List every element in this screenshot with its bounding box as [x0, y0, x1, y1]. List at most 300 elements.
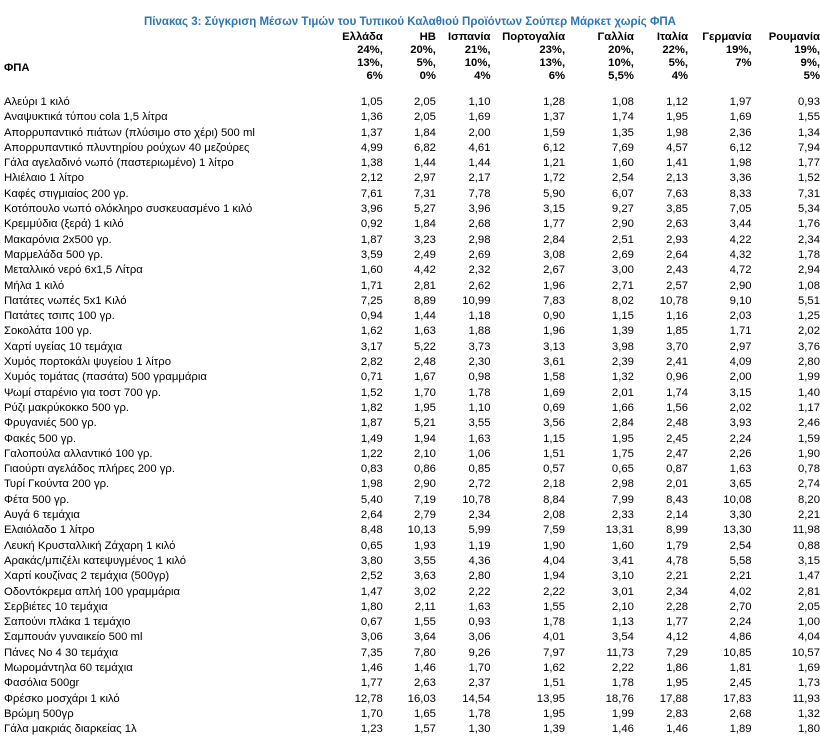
price-cell: 1,97	[729, 96, 752, 108]
price-cell: 1,87	[360, 417, 383, 430]
table-body	[4, 95, 820, 737]
price-cell: 2,33	[611, 509, 634, 522]
price-cell: 17,83	[723, 692, 752, 705]
price-cell: 1,57	[413, 723, 436, 736]
price-cell: 0,93	[468, 616, 491, 629]
price-cell: 1,44	[413, 310, 436, 323]
price-cell: 14,54	[462, 692, 491, 705]
price-cell: 1,78	[468, 386, 491, 399]
vat-rate: 22%,	[662, 44, 689, 56]
price-cell: 7,83	[543, 294, 566, 307]
table-row	[4, 416, 820, 431]
price-cell: 4,86	[729, 631, 752, 644]
price-cell: 1,71	[360, 279, 383, 292]
price-cell: 1,95	[543, 707, 566, 720]
price-cell: 2,02	[798, 325, 820, 338]
price-cell: 3,55	[468, 417, 491, 430]
price-cell: 8,99	[666, 524, 689, 537]
price-cell: 4,99	[360, 141, 383, 154]
vat-rate: 13%,	[357, 57, 383, 69]
price-cell: 2,34	[798, 233, 820, 246]
price-cell: 1,41	[666, 157, 689, 170]
product-name: Απορρυπαντικό πλυντηρίου ρούχων 40 μεζούρες	[4, 141, 250, 154]
price-cell: 0,90	[543, 310, 566, 323]
price-cell: 8,20	[798, 493, 820, 506]
price-cell: 2,02	[729, 401, 752, 414]
price-cell: 1,77	[360, 677, 383, 690]
price-cell: 1,05	[360, 96, 383, 108]
price-cell: 2,54	[611, 172, 634, 185]
country-header	[383, 31, 436, 95]
product-name: Σοκολάτα 100 γρ.	[4, 325, 93, 338]
price-cell: 1,52	[360, 386, 383, 399]
price-cell: 2,79	[413, 509, 436, 522]
price-cell: 9,27	[611, 203, 634, 216]
price-cell: 3,01	[611, 585, 634, 598]
price-cell: 1,55	[543, 600, 566, 613]
price-cell: 1,70	[413, 386, 436, 399]
price-cell: 9,26	[468, 646, 491, 659]
price-cell: 13,31	[605, 524, 634, 537]
price-cell: 4,22	[729, 233, 752, 246]
vat-rate: 20%,	[410, 44, 436, 56]
price-cell: 3,56	[543, 417, 566, 430]
product-name: Χυμός τομάτας (πασάτα) 500 γραμμάρια	[4, 371, 207, 384]
price-cell: 1,40	[798, 386, 820, 399]
table-row	[4, 202, 820, 217]
price-cell: 1,94	[543, 570, 566, 583]
price-cell: 5,90	[543, 187, 566, 200]
price-cell: 1,96	[543, 279, 566, 292]
price-cell: 1,63	[413, 325, 436, 338]
price-cell: 1,69	[729, 111, 752, 124]
price-cell: 3,15	[798, 554, 820, 567]
country-header	[565, 31, 634, 95]
price-cell: 5,99	[468, 524, 491, 537]
price-cell: 2,00	[468, 126, 491, 139]
product-name: Φρυγανιές 500 γρ.	[4, 417, 97, 430]
country-name: Ισπανία	[447, 31, 491, 43]
table-row	[4, 217, 820, 232]
vat-rate: 19%,	[794, 44, 820, 56]
price-cell: 2,13	[666, 172, 689, 185]
price-cell: 0,94	[360, 310, 383, 323]
price-cell: 3,36	[729, 172, 752, 185]
product-name: Φακές 500 γρ.	[4, 432, 77, 445]
country-name: Γερμανία	[702, 31, 752, 43]
price-cell: 1,38	[360, 157, 383, 170]
vat-rate: 5%,	[416, 57, 436, 69]
price-cell: 2,41	[666, 356, 689, 369]
price-cell: 3,17	[360, 340, 383, 353]
price-cell: 2,46	[798, 417, 820, 430]
price-cell: 1,55	[798, 111, 820, 124]
price-cell: 3,96	[360, 203, 383, 216]
price-cell: 0,92	[360, 218, 383, 231]
price-cell: 2,94	[798, 264, 820, 277]
price-cell: 1,81	[729, 661, 752, 674]
country-header	[491, 31, 566, 95]
price-cell: 1,77	[666, 616, 689, 629]
price-cell: 7,97	[543, 646, 566, 659]
price-cell: 3,44	[729, 218, 752, 231]
price-cell: 0,88	[798, 539, 820, 552]
price-cell: 2,90	[729, 279, 752, 292]
price-cell: 1,85	[666, 325, 689, 338]
vat-rate: 24%,	[357, 44, 383, 56]
price-cell: 2,26	[729, 447, 752, 460]
price-cell: 2,14	[666, 509, 689, 522]
price-cell: 1,15	[543, 432, 566, 445]
table-row	[4, 340, 820, 355]
price-cell: 2,67	[543, 264, 566, 277]
table-row	[4, 722, 820, 737]
price-cell: 2,72	[468, 478, 491, 491]
price-cell: 1,88	[468, 325, 491, 338]
price-cell: 6,12	[543, 141, 566, 154]
price-cell: 1,39	[543, 723, 566, 736]
price-cell: 2,80	[468, 570, 491, 583]
product-name: Κοτόπουλο νωπό ολόκληρο συσκευασμένο 1 κιλό	[4, 203, 253, 216]
price-cell: 2,90	[413, 478, 436, 491]
price-cell: 11,98	[792, 524, 820, 537]
price-cell: 7,19	[413, 493, 436, 506]
price-cell: 3,93	[729, 417, 752, 430]
price-cell: 7,94	[798, 141, 820, 154]
product-name: Λευκή Κρυσταλλική Ζάχαρη 1 κιλό	[4, 539, 176, 552]
price-cell: 1,65	[413, 707, 436, 720]
price-cell: 1,18	[468, 310, 491, 323]
price-cell: 2,03	[729, 310, 752, 323]
price-cell: 4,04	[798, 631, 820, 644]
price-cell: 2,68	[468, 218, 491, 231]
price-cell: 8,84	[543, 493, 566, 506]
price-cell: 2,82	[360, 356, 383, 369]
price-cell: 3,41	[611, 554, 634, 567]
price-cell: 2,63	[413, 677, 436, 690]
product-name: Απορρυπαντικό πιάτων (πλύσιμο στο χέρι) 500 ml	[4, 126, 255, 139]
country-name: Γαλλία	[597, 31, 634, 43]
price-cell: 10,78	[659, 294, 689, 307]
price-cell: 10,13	[407, 524, 436, 537]
vat-rate	[688, 70, 751, 83]
price-cell: 2,52	[360, 570, 383, 583]
price-cell: 7,31	[413, 187, 436, 200]
table-row	[4, 661, 820, 676]
price-cell: 3,02	[413, 585, 436, 598]
price-cell: 7,29	[666, 646, 689, 659]
table-row	[4, 386, 820, 401]
vat-rate: 9%,	[800, 57, 820, 69]
price-cell: 2,51	[611, 233, 634, 246]
product-name: Καφές στιγμιαίος 200 γρ.	[4, 187, 129, 200]
table-row	[4, 248, 820, 263]
price-cell: 0,96	[666, 371, 689, 384]
price-cell: 2,12	[360, 172, 383, 185]
price-cell: 2,93	[666, 233, 689, 246]
table-row	[4, 141, 820, 156]
product-name: Σαμπουάν γυναικείο 500 ml	[4, 631, 143, 644]
price-cell: 2,32	[468, 264, 491, 277]
price-cell: 4,42	[413, 264, 436, 277]
price-cell: 1,69	[798, 661, 820, 674]
price-cell: 1,80	[360, 600, 383, 613]
price-cell: 1,73	[798, 677, 820, 690]
price-cell: 2,48	[413, 356, 436, 369]
price-cell: 0,86	[413, 463, 436, 476]
price-cell: 1,66	[611, 401, 634, 414]
price-cell: 1,94	[413, 432, 436, 445]
vat-rate: 5%	[803, 70, 820, 82]
table-row	[4, 156, 820, 171]
price-cell: 7,61	[360, 187, 383, 200]
table-row	[4, 95, 820, 110]
country-header	[314, 31, 383, 95]
price-cell: 0,78	[798, 463, 820, 476]
price-cell: 0,83	[360, 463, 383, 476]
price-cell: 2,57	[666, 279, 689, 292]
price-cell: 1,95	[666, 677, 689, 690]
price-cell: 3,10	[611, 570, 634, 583]
product-name: Μήλα 1 κιλό	[4, 279, 65, 292]
price-cell: 8,89	[413, 294, 436, 307]
price-cell: 2,90	[611, 218, 634, 231]
table-row	[4, 477, 820, 492]
product-name: Γάλα μακριάς διαρκείας 1λ	[4, 723, 137, 736]
product-name: Ηλιέλαιο 1 λίτρο	[4, 172, 85, 185]
price-cell: 3,98	[611, 340, 634, 353]
product-name: Οδοντόκρεμα απλή 100 γραμμάρια	[4, 585, 181, 598]
vat-rate: 20%,	[608, 44, 634, 56]
price-cell: 13,30	[723, 524, 752, 537]
price-cell: 2,22	[468, 585, 491, 598]
vat-rate: 4%	[474, 70, 491, 82]
price-cell: 3,00	[611, 264, 634, 277]
price-cell: 2,71	[611, 279, 634, 292]
price-cell: 16,03	[407, 692, 436, 705]
price-cell: 2,69	[611, 248, 634, 261]
price-cell: 2,28	[666, 600, 689, 613]
price-cell: 1,55	[413, 616, 436, 629]
price-cell: 0,65	[360, 539, 383, 552]
vat-rate: 13%,	[539, 57, 566, 69]
price-cell: 2,84	[543, 233, 566, 246]
price-cell: 8,33	[729, 187, 752, 200]
price-cell: 1,69	[468, 111, 491, 124]
price-cell: 1,10	[468, 96, 491, 108]
price-cell: 1,16	[666, 310, 689, 323]
table-row	[4, 279, 820, 294]
price-cell: 1,15	[611, 310, 634, 323]
product-name: Ψωμί σταρένιο για τοστ 700 γρ.	[4, 386, 162, 399]
price-cell: 1,96	[543, 325, 566, 338]
price-cell: 1,62	[360, 325, 383, 338]
table-row	[4, 233, 820, 248]
price-cell: 8,02	[611, 294, 634, 307]
header-row	[4, 31, 820, 95]
vat-rate: 19%,	[725, 44, 752, 56]
price-cell: 7,05	[729, 203, 752, 216]
price-comparison-table	[4, 31, 820, 737]
product-name: Μωρομάντηλα 60 τεμάχια	[4, 661, 133, 674]
price-cell: 1,32	[611, 371, 634, 384]
price-cell: 1,95	[611, 432, 634, 445]
price-cell: 2,54	[729, 539, 752, 552]
price-cell: 1,08	[611, 96, 634, 108]
price-cell: 17,88	[659, 692, 689, 705]
price-cell: 2,36	[729, 126, 752, 139]
price-cell: 3,64	[413, 631, 436, 644]
price-cell: 4,12	[666, 631, 689, 644]
price-cell: 2,84	[611, 417, 634, 430]
table-row	[4, 539, 820, 554]
price-cell: 1,70	[468, 661, 491, 674]
price-cell: 0,93	[798, 96, 820, 108]
price-cell: 1,39	[611, 325, 634, 338]
table-row	[4, 569, 820, 584]
price-cell: 2,34	[468, 509, 491, 522]
product-name: Φρέσκο μοσχάρι 1 κιλό	[4, 692, 120, 705]
price-cell: 2,21	[798, 509, 820, 522]
country-header	[634, 31, 688, 95]
price-cell: 1,75	[611, 447, 634, 460]
price-cell: 1,63	[468, 432, 491, 445]
price-cell: 1,51	[543, 447, 566, 460]
price-cell: 1,37	[360, 126, 383, 139]
price-cell: 0,57	[543, 463, 566, 476]
price-cell: 3,06	[360, 631, 383, 644]
price-cell: 1,87	[360, 233, 383, 246]
price-cell: 5,27	[413, 203, 436, 216]
price-cell: 0,85	[468, 463, 491, 476]
table-title: Πίνακας 3: Σύγκριση Μέσων Τιμών του Τυπικού Καλαθιού Προϊόντων Σούπερ Μάρκετ χωρίς ΦΠΑ	[143, 16, 676, 28]
price-cell: 2,10	[413, 447, 436, 460]
price-cell: 18,76	[605, 692, 634, 705]
price-cell: 3,15	[543, 203, 566, 216]
price-cell: 2,47	[666, 447, 689, 460]
vat-rate: 4%	[671, 70, 689, 82]
price-cell: 6,07	[611, 187, 634, 200]
price-cell: 2,05	[798, 600, 820, 613]
price-cell: 4,78	[666, 554, 689, 567]
price-cell: 2,18	[543, 478, 566, 491]
price-cell: 1,10	[468, 401, 491, 414]
price-cell: 1,59	[798, 432, 820, 445]
price-cell: 1,19	[468, 539, 491, 552]
price-cell: 4,36	[468, 554, 491, 567]
price-cell: 1,46	[360, 661, 383, 674]
table-row	[4, 324, 820, 339]
price-cell: 1,71	[729, 325, 752, 338]
price-cell: 1,59	[543, 126, 566, 139]
price-cell: 2,22	[611, 661, 634, 674]
product-name: Ελαιόλαδο 1 λίτρο	[4, 524, 95, 537]
price-cell: 1,35	[611, 126, 634, 139]
table-row	[4, 692, 820, 707]
price-cell: 3,59	[360, 248, 383, 261]
price-cell: 1,77	[798, 157, 820, 170]
price-cell: 1,77	[543, 218, 566, 231]
product-name: Αναψυκτικά τύπου cola 1,5 λίτρα	[4, 111, 168, 124]
price-cell: 1,90	[798, 447, 820, 460]
price-cell: 2,11	[414, 600, 436, 613]
product-name: Σαπούνι πλάκα 1 τεμάχιο	[4, 616, 131, 629]
product-name: Αρακάς/μπιζέλι κατεψυγμένος 1 κιλό	[4, 554, 187, 567]
price-cell: 7,78	[468, 187, 491, 200]
price-cell: 1,34	[798, 126, 820, 139]
price-cell: 4,57	[666, 141, 689, 154]
price-cell: 3,65	[729, 478, 752, 491]
product-name: Πατάτες νωπές 5x1 Κιλό	[4, 294, 127, 307]
price-cell: 4,09	[729, 356, 752, 369]
price-cell: 3,54	[611, 631, 634, 644]
price-cell: 2,01	[611, 386, 634, 399]
price-cell: 3,30	[729, 509, 752, 522]
price-cell: 2,43	[666, 264, 689, 277]
price-cell: 11,93	[792, 692, 820, 705]
price-cell: 1,52	[798, 172, 820, 185]
price-cell: 1,99	[798, 371, 820, 384]
product-name: Τυρί Γκούντα 200 γρ.	[4, 478, 110, 491]
price-cell: 2,21	[729, 570, 752, 583]
price-cell: 7,69	[611, 141, 634, 154]
table-row	[4, 447, 820, 462]
table-row	[4, 630, 820, 645]
price-cell: 5,34	[798, 203, 820, 216]
price-cell: 2,10	[611, 600, 634, 613]
price-cell: 2,98	[611, 478, 634, 491]
price-cell: 8,48	[360, 524, 383, 537]
price-cell: 3,96	[468, 203, 491, 216]
price-cell: 3,80	[360, 554, 383, 567]
price-cell: 4,01	[543, 631, 566, 644]
table-row	[4, 508, 820, 523]
price-cell: 1,36	[360, 111, 383, 124]
price-cell: 1,08	[798, 279, 820, 292]
price-cell: 1,49	[360, 432, 383, 445]
product-name: Αυγά 6 τεμάχια	[4, 509, 80, 522]
price-cell: 1,76	[798, 218, 820, 231]
vat-rate: 10%,	[464, 57, 491, 69]
vat-rate: 23%,	[539, 44, 566, 56]
price-cell: 1,84	[413, 218, 436, 231]
table-row	[4, 294, 820, 309]
price-cell: 2,80	[798, 356, 820, 369]
price-cell: 0,65	[611, 463, 634, 476]
product-name: Μακαρόνια 2x500 γρ.	[4, 233, 112, 246]
product-name: Γάλα αγελαδινό νωπό (παστεριωμένο) 1 λίτρο	[4, 157, 234, 170]
price-cell: 2,62	[468, 279, 491, 292]
price-cell: 2,45	[729, 677, 752, 690]
price-cell: 3,23	[413, 233, 436, 246]
price-cell: 1,78	[543, 616, 566, 629]
price-cell: 2,08	[543, 509, 566, 522]
price-cell: 3,06	[468, 631, 491, 644]
price-cell: 1,60	[360, 264, 383, 277]
product-name: Μεταλλικό νερό 6x1,5 Λίτρα	[4, 264, 143, 277]
table-row	[4, 523, 820, 538]
price-cell: 5,22	[413, 340, 436, 353]
price-cell: 1,06	[468, 447, 491, 460]
price-cell: 1,95	[666, 111, 689, 124]
table-row	[4, 432, 820, 447]
price-cell: 1,58	[543, 371, 566, 384]
vat-rate: 21%,	[464, 44, 491, 56]
price-cell: 10,78	[462, 493, 491, 506]
price-cell: 1,30	[468, 723, 491, 736]
price-cell: 0,98	[468, 371, 491, 384]
price-cell: 5,58	[729, 554, 752, 567]
